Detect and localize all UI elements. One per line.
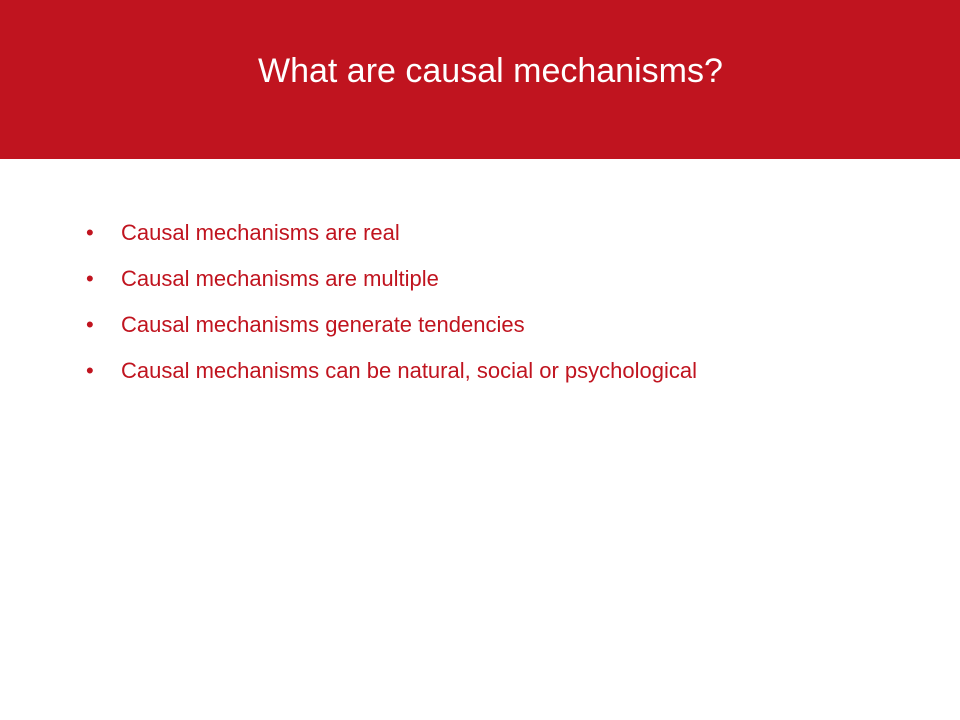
- bullet-text: Causal mechanisms generate tendencies: [121, 312, 525, 337]
- bullet-icon: •: [86, 220, 94, 245]
- bullet-icon: •: [86, 266, 94, 291]
- bullet-text: Causal mechanisms are real: [121, 220, 400, 245]
- title-banner: [0, 0, 960, 159]
- slide-title: What are causal mechanisms?: [258, 52, 723, 90]
- bullet-icon: •: [86, 358, 94, 383]
- bullet-icon: •: [86, 312, 94, 337]
- bullet-text: Causal mechanisms are multiple: [121, 266, 439, 291]
- bullet-text: Causal mechanisms can be natural, social or psychological: [121, 358, 697, 383]
